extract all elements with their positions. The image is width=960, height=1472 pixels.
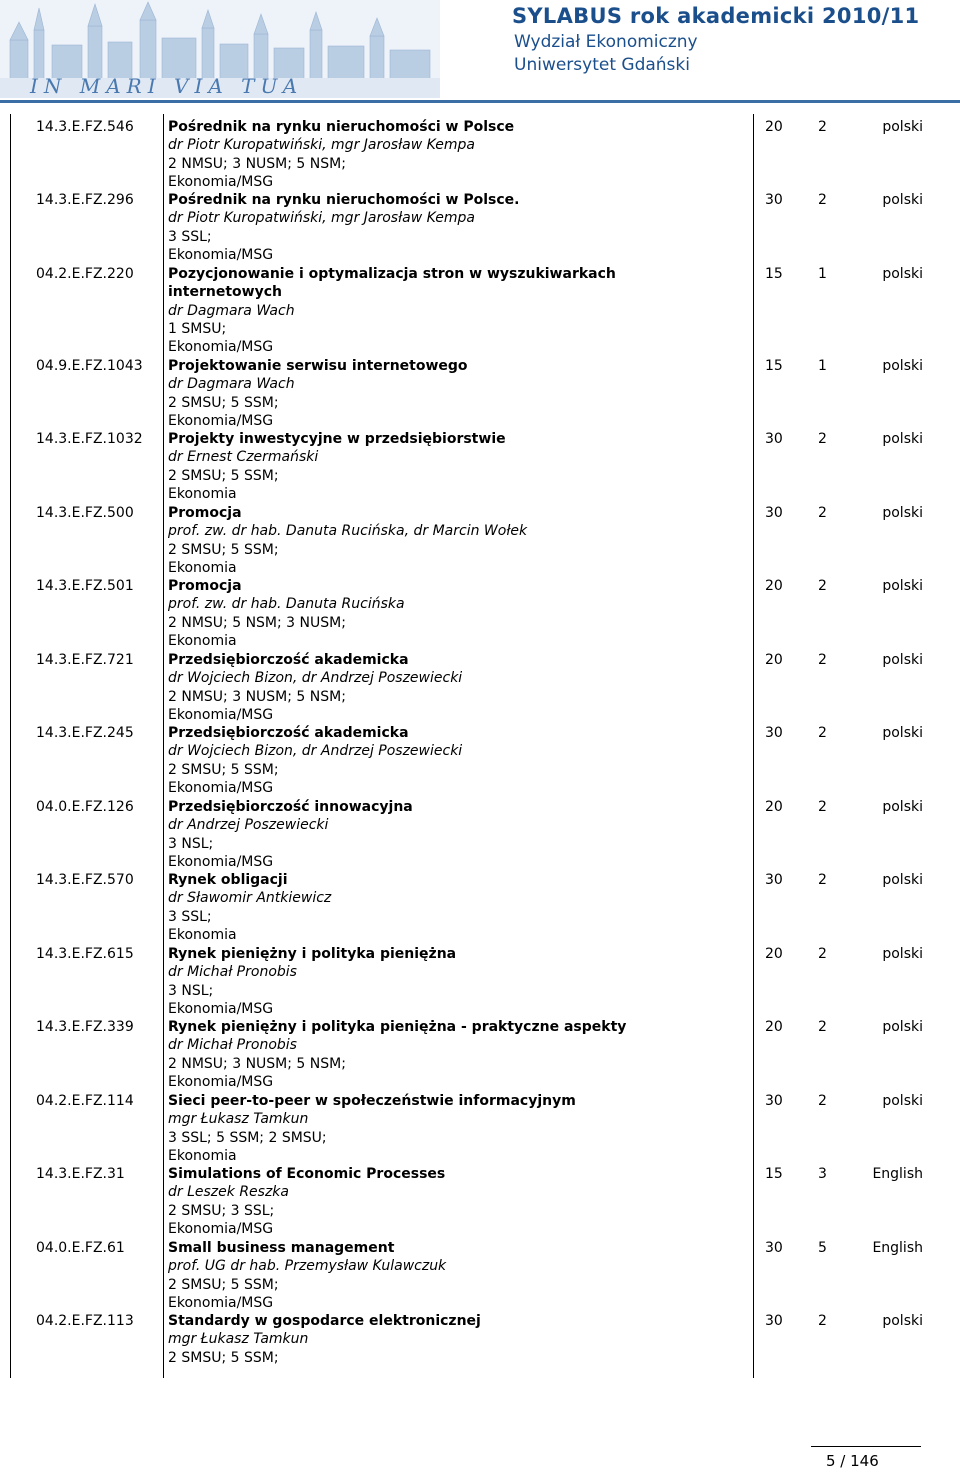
course-code: 14.3.E.FZ.1032	[36, 431, 143, 447]
course-language: polski	[882, 946, 923, 962]
course-row	[0, 945, 960, 1018]
header-rule	[0, 100, 960, 103]
course-row	[0, 118, 960, 191]
course-title: Projekty inwestycyjne w przedsiębiorstwie	[168, 431, 506, 447]
course-title: Projektowanie serwisu internetowego	[168, 358, 468, 374]
course-row	[0, 798, 960, 871]
course-groups: 2 NMSU; 5 NSM; 3 NUSM;	[168, 614, 346, 631]
course-title: Small business management	[168, 1240, 395, 1256]
course-code: 04.2.E.FZ.114	[36, 1093, 134, 1109]
course-instructors: mgr Łukasz Tamkun	[168, 1111, 309, 1128]
course-instructors: prof. zw. dr hab. Danuta Rucińska	[168, 596, 405, 613]
course-language: polski	[882, 1313, 923, 1329]
course-ects: 2	[818, 652, 827, 668]
course-ects: 2	[818, 799, 827, 815]
course-groups: 2 SMSU; 3 SSL;	[168, 1202, 275, 1219]
course-hours: 15	[765, 358, 783, 374]
course-language: polski	[882, 872, 923, 888]
course-ects: 2	[818, 431, 827, 447]
course-language: polski	[882, 266, 923, 282]
course-program: Ekonomia/MSG	[168, 1000, 274, 1017]
course-code: 04.9.E.FZ.1043	[36, 358, 143, 374]
course-groups: 3 SSL;	[168, 228, 212, 245]
course-code: 04.0.E.FZ.126	[36, 799, 134, 815]
course-instructors: dr Piotr Kuropatwiński, mgr Jarosław Kempa	[168, 137, 475, 154]
course-code: 14.3.E.FZ.245	[36, 725, 134, 741]
course-hours: 30	[765, 431, 783, 447]
course-title: Sieci peer-to-peer w społeczeństwie informacyjnym	[168, 1093, 576, 1109]
course-code: 14.3.E.FZ.615	[36, 946, 134, 962]
syllabus-title: SYLABUS rok akademicki 2010/11	[512, 4, 920, 28]
course-language: polski	[882, 358, 923, 374]
course-ects: 2	[818, 725, 827, 741]
course-instructors: prof. zw. dr hab. Danuta Rucińska, dr Marcin Wołek	[168, 523, 528, 540]
footer-rule	[811, 1446, 921, 1447]
course-instructors: dr Michał Pronobis	[168, 1037, 297, 1054]
course-code: 14.3.E.FZ.339	[36, 1019, 134, 1035]
course-ects: 3	[818, 1166, 827, 1182]
course-row	[0, 577, 960, 650]
course-instructors: dr Dagmara Wach	[168, 376, 295, 393]
course-title: Przedsiębiorczość akademicka	[168, 725, 409, 741]
course-title: Przedsiębiorczość innowacyjna	[168, 799, 413, 815]
course-code: 04.0.E.FZ.61	[36, 1240, 125, 1256]
course-instructors: dr Michał Pronobis	[168, 964, 297, 981]
course-groups: 2 NMSU; 3 NUSM; 5 NSM;	[168, 688, 346, 705]
course-program: Ekonomia/MSG	[168, 1073, 274, 1090]
course-groups: 2 NMSU; 3 NUSM; 5 NSM;	[168, 155, 346, 172]
course-title: Przedsiębiorczość akademicka	[168, 652, 409, 668]
course-ects: 5	[818, 1240, 827, 1256]
course-title: Standardy w gospodarce elektronicznej	[168, 1313, 481, 1329]
course-hours: 30	[765, 1093, 783, 1109]
course-language: polski	[882, 799, 923, 815]
motto-text: IN MARI VIA TUA	[30, 74, 304, 98]
course-row	[0, 430, 960, 503]
header-banner	[0, 0, 960, 100]
course-hours: 20	[765, 578, 783, 594]
course-language: polski	[882, 505, 923, 521]
course-row	[0, 1165, 960, 1238]
course-program: Ekonomia/MSG	[168, 173, 274, 190]
course-row	[0, 357, 960, 430]
course-hours: 30	[765, 872, 783, 888]
course-hours: 15	[765, 266, 783, 282]
course-program: Ekonomia/MSG	[168, 1294, 274, 1311]
course-ects: 1	[818, 358, 827, 374]
course-hours: 20	[765, 1019, 783, 1035]
course-row	[0, 651, 960, 724]
course-row	[0, 1018, 960, 1091]
course-code: 14.3.E.FZ.546	[36, 119, 134, 135]
course-language: polski	[882, 192, 923, 208]
course-instructors: dr Wojciech Bizon, dr Andrzej Poszewiecki	[168, 670, 463, 687]
course-code: 14.3.E.FZ.570	[36, 872, 134, 888]
course-title: Pośrednik na rynku nieruchomości w Polsce	[168, 119, 515, 135]
course-groups: 1 SMSU;	[168, 320, 227, 337]
course-language: English	[872, 1240, 923, 1256]
course-row	[0, 1239, 960, 1312]
course-row	[0, 504, 960, 577]
course-code: 14.3.E.FZ.501	[36, 578, 134, 594]
course-hours: 30	[765, 1313, 783, 1329]
course-program: Ekonomia/MSG	[168, 779, 274, 796]
course-groups: 2 SMSU; 5 SSM;	[168, 394, 279, 411]
course-title: Rynek pieniężny i polityka pieniężna - praktyczne aspekty	[168, 1019, 627, 1035]
course-title: Pośrednik na rynku nieruchomości w Polsce.	[168, 192, 520, 208]
course-ects: 1	[818, 266, 827, 282]
course-groups: 2 NMSU; 3 NUSM; 5 NSM;	[168, 1055, 346, 1072]
course-title: Promocja	[168, 505, 242, 521]
course-groups: 2 SMSU; 5 SSM;	[168, 761, 279, 778]
course-language: polski	[882, 578, 923, 594]
course-row	[0, 265, 960, 357]
course-ects: 2	[818, 119, 827, 135]
course-code: 14.3.E.FZ.500	[36, 505, 134, 521]
course-program: Ekonomia	[168, 559, 237, 576]
course-language: polski	[882, 119, 923, 135]
course-groups: 3 SSL; 5 SSM; 2 SMSU;	[168, 1129, 327, 1146]
course-language: polski	[882, 652, 923, 668]
course-language: English	[872, 1166, 923, 1182]
course-title: Rynek pieniężny i polityka pieniężna	[168, 946, 457, 962]
course-program: Ekonomia/MSG	[168, 706, 274, 723]
course-groups: 3 NSL;	[168, 835, 214, 852]
course-instructors: dr Andrzej Poszewiecki	[168, 817, 329, 834]
course-program: Ekonomia	[168, 485, 237, 502]
course-row	[0, 1312, 960, 1372]
course-program: Ekonomia	[168, 1147, 237, 1164]
course-language: polski	[882, 1093, 923, 1109]
course-groups: 2 SMSU; 5 SSM;	[168, 1349, 279, 1366]
university-name: Uniwersytet Gdański	[514, 55, 690, 75]
course-instructors: prof. UG dr hab. Przemysław Kulawczuk	[168, 1258, 447, 1275]
page-number: 5 / 146	[826, 1452, 879, 1470]
course-instructors: mgr Łukasz Tamkun	[168, 1331, 309, 1348]
course-code: 04.2.E.FZ.220	[36, 266, 134, 282]
course-title: Rynek obligacji	[168, 872, 288, 888]
course-instructors: dr Wojciech Bizon, dr Andrzej Poszewiecki	[168, 743, 463, 760]
course-row	[0, 724, 960, 797]
course-title: Pozycjonowanie i optymalizacja stron w wyszukiwarkach internetowych	[168, 266, 616, 301]
course-ects: 2	[818, 1313, 827, 1329]
course-program: Ekonomia/MSG	[168, 412, 274, 429]
course-instructors: dr Sławomir Antkiewicz	[168, 890, 332, 907]
course-ects: 2	[818, 872, 827, 888]
course-instructors: dr Ernest Czermański	[168, 449, 319, 466]
course-title: Promocja	[168, 578, 242, 594]
course-groups: 3 NSL;	[168, 982, 214, 999]
course-hours: 20	[765, 799, 783, 815]
course-groups: 2 SMSU; 5 SSM;	[168, 541, 279, 558]
course-hours: 20	[765, 652, 783, 668]
course-ects: 2	[818, 578, 827, 594]
course-hours: 30	[765, 192, 783, 208]
course-language: polski	[882, 431, 923, 447]
course-title: Simulations of Economic Processes	[168, 1166, 446, 1182]
course-instructors: dr Leszek Reszka	[168, 1184, 289, 1201]
course-row	[0, 1092, 960, 1165]
course-row	[0, 871, 960, 944]
course-ects: 2	[818, 946, 827, 962]
course-hours: 20	[765, 946, 783, 962]
course-program: Ekonomia/MSG	[168, 246, 274, 263]
course-code: 04.2.E.FZ.113	[36, 1313, 134, 1329]
course-instructors: dr Piotr Kuropatwiński, mgr Jarosław Kempa	[168, 210, 475, 227]
course-groups: 2 SMSU; 5 SSM;	[168, 467, 279, 484]
course-code: 14.3.E.FZ.296	[36, 192, 134, 208]
course-row	[0, 191, 960, 264]
course-ects: 2	[818, 192, 827, 208]
course-program: Ekonomia/MSG	[168, 339, 274, 356]
course-code: 14.3.E.FZ.721	[36, 652, 134, 668]
course-code: 14.3.E.FZ.31	[36, 1166, 125, 1182]
course-hours: 30	[765, 1240, 783, 1256]
course-language: polski	[882, 1019, 923, 1035]
course-hours: 15	[765, 1166, 783, 1182]
course-ects: 2	[818, 1019, 827, 1035]
course-ects: 2	[818, 1093, 827, 1109]
faculty-name: Wydział Ekonomiczny	[514, 32, 698, 52]
course-hours: 30	[765, 725, 783, 741]
course-hours: 30	[765, 505, 783, 521]
course-groups: 3 SSL;	[168, 908, 212, 925]
course-program: Ekonomia/MSG	[168, 853, 274, 870]
course-program: Ekonomia/MSG	[168, 1220, 274, 1237]
course-hours: 20	[765, 119, 783, 135]
course-program: Ekonomia	[168, 926, 237, 943]
course-ects: 2	[818, 505, 827, 521]
course-program: Ekonomia	[168, 632, 237, 649]
course-language: polski	[882, 725, 923, 741]
course-groups: 2 SMSU; 5 SSM;	[168, 1276, 279, 1293]
course-instructors: dr Dagmara Wach	[168, 302, 295, 319]
